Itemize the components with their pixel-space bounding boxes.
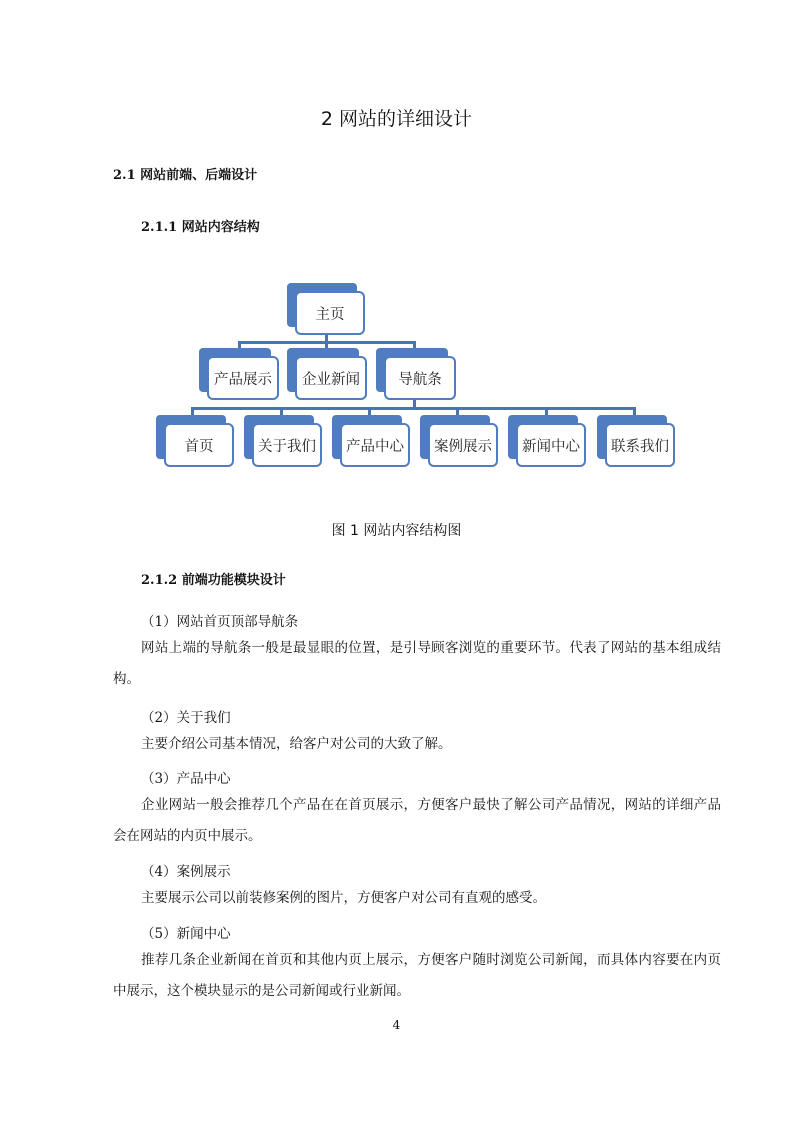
figure-caption: 图 1 网站内容结构图 — [331, 523, 462, 539]
page-number: 4 — [392, 1018, 401, 1032]
item-label-cases: （4）案例展示 — [141, 864, 231, 880]
item-label-news: （5）新闻中心 — [141, 926, 231, 942]
chart-node-nav-bar: 导航条 — [384, 356, 456, 400]
chart-node-product-display: 产品展示 — [207, 356, 279, 400]
item-label-about: （2）关于我们 — [141, 710, 231, 726]
chart-node-root: 主页 — [295, 291, 365, 335]
subsection-heading-frontend-modules: 2.1.2 前端功能模块设计 — [141, 573, 286, 588]
item-text-nav: 网站上端的导航条一般是最显眼的位置，是引导顾客浏览的重要环节。代表了网站的基本组成结构。 — [113, 640, 721, 687]
chart-node-case-display: 案例展示 — [428, 423, 498, 467]
chart-node-company-news: 企业新闻 — [295, 356, 367, 400]
chart-node-about-us: 关于我们 — [252, 423, 322, 467]
section-heading: 2.1 网站前端、后端设计 — [113, 168, 258, 183]
item-label-products: （3）产品中心 — [141, 771, 231, 787]
page-title: 2 网站的详细设计 — [320, 108, 473, 130]
item-text-news: 推荐几条企业新闻在首页和其他内页上展示，方便客户随时浏览公司新闻，而具体内容要在内页中展示，这个模块显示的是公司新闻或行业新闻。 — [113, 952, 721, 999]
item-text-cases: 主要展示公司以前装修案例的图片，方便客户对公司有直观的感受。 — [141, 890, 546, 906]
subsection-heading-content-structure: 2.1.1 网站内容结构 — [141, 220, 260, 235]
item-label-nav: （1）网站首页顶部导航条 — [141, 614, 299, 630]
item-text-products: 企业网站一般会推荐几个产品在在首页展示，方便客户最快了解公司产品情况，网站的详细产品会在网站的内页中展示。 — [113, 797, 721, 844]
chart-node-news-center: 新闻中心 — [516, 423, 586, 467]
item-text-about: 主要介绍公司基本情况，给客户对公司的大致了解。 — [141, 736, 452, 752]
chart-node-product-center: 产品中心 — [340, 423, 410, 467]
chart-node-home: 首页 — [164, 423, 234, 467]
chart-node-contact-us: 联系我们 — [605, 423, 675, 467]
connector-level3-bar — [191, 407, 634, 410]
